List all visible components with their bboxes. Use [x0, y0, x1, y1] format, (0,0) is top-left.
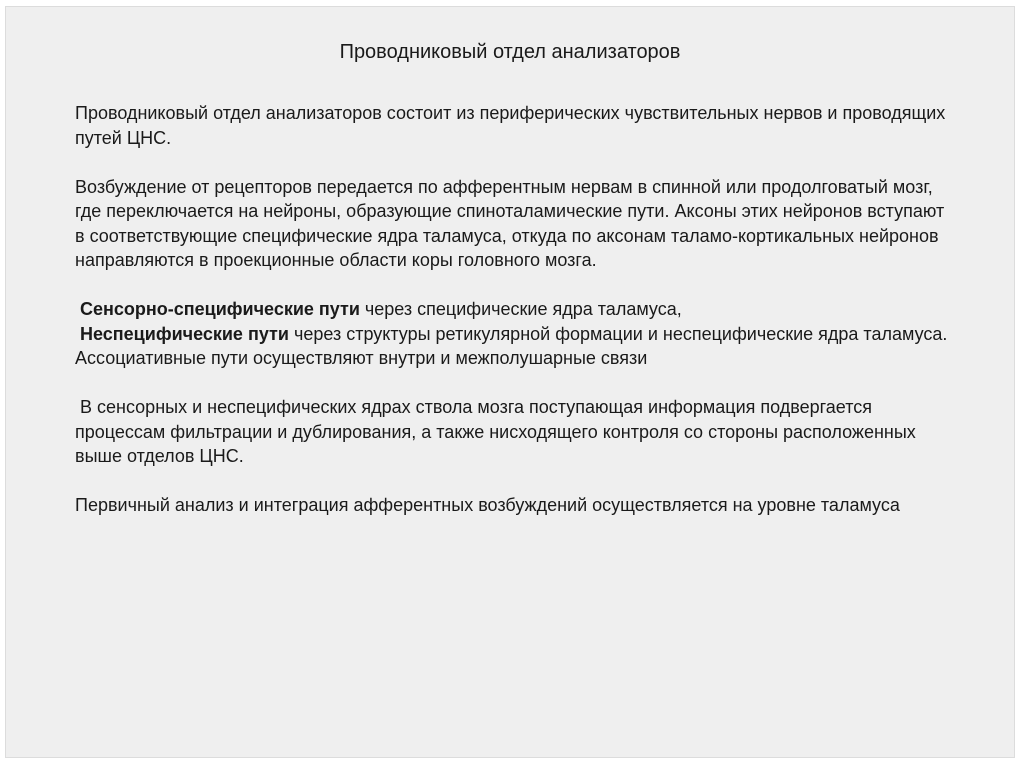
filtering-text: В сенсорных и неспецифических ядрах ствола мозга поступающая информация подвергается процессам фильтрации и дублирования, а также нисходящего контроля со стороны расположенных выше отделов ЦНС. — [75, 397, 916, 466]
sensory-specific-text: через специфические ядра таламуса, — [359, 299, 682, 319]
sensory-specific-term: Сенсорно-специфические пути — [80, 299, 360, 319]
slide-content — [75, 101, 955, 518]
paragraph-conductive-section: Проводниковый отдел анализаторов состоит из периферических чувствительных нервов и проводящих путей ЦНС. — [75, 103, 946, 148]
sensory-specific-line — [75, 297, 955, 322]
paragraph-pathway-types — [75, 297, 955, 371]
slide — [5, 6, 1015, 758]
nonspecific-line — [75, 322, 955, 347]
slide-title: Проводниковый отдел анализаторов — [339, 41, 681, 63]
paragraph-thalamus: Первичный анализ и интеграция афферентных возбуждений осуществляется на уровне таламуса — [75, 495, 900, 515]
paragraph-filtering — [75, 395, 955, 469]
paragraph-excitation-pathway: Возбуждение от рецепторов передается по афферентным нервам в спинной или продолговатый мозг, где переключается на нейроны, образующие спиноталамические пути. Аксоны этих нейронов вступают в соответствующие специфические ядра таламуса, откуда по аксонам таламо-кортикальных нейронов направляются в проекционные области коры головного мозга. — [75, 176, 945, 270]
nonspecific-text: через структуры ретикулярной формации и неспецифические ядра таламуса. — [288, 323, 948, 344]
associative-line: Ассоциативные пути осуществляют внутри и межполушарные связи — [75, 348, 648, 368]
nonspecific-term: Неспецифические пути — [80, 323, 289, 344]
